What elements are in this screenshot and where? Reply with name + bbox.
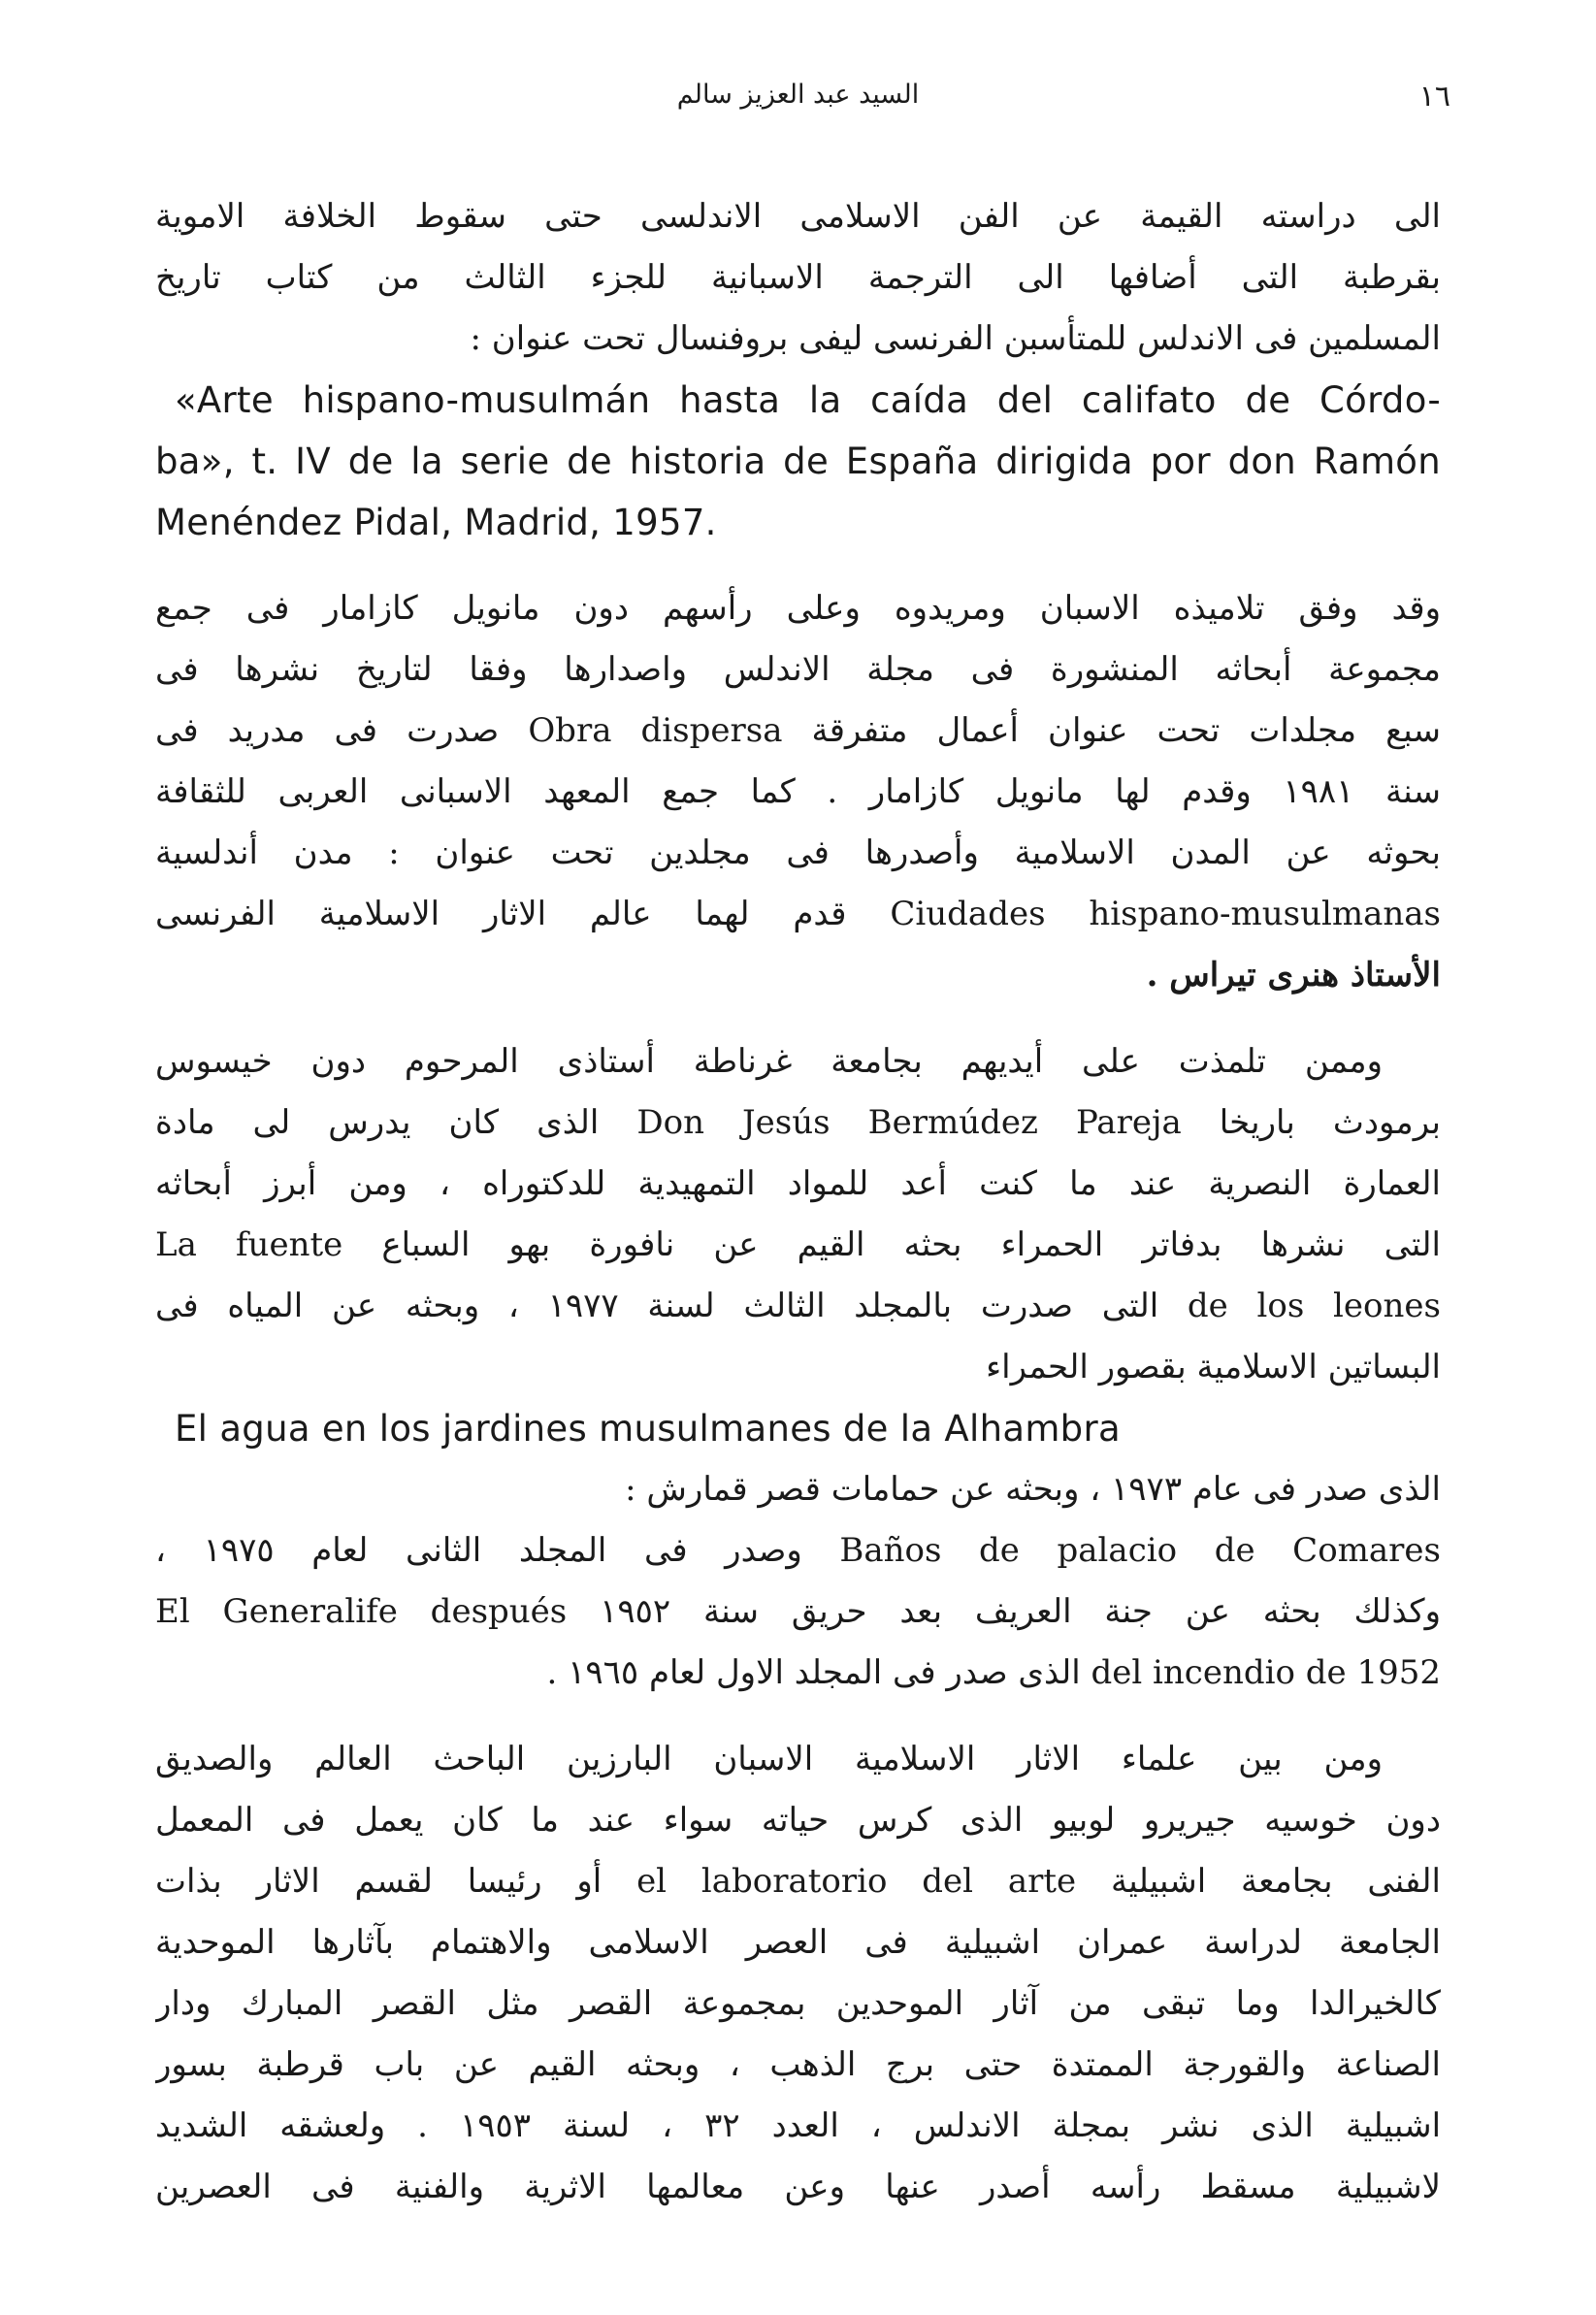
text-line: الى دراسته القيمة عن الفن الاسلامى الاندلسى حتى سقوط الخلافة الاموية <box>155 197 1441 236</box>
page-body <box>155 186 1441 2218</box>
text-line: المسلمين فى الاندلس للمتأسبن الفرنسى ليفى بروفنسال تحت عنوان : <box>470 319 1441 358</box>
text-line: الصناعة والقورجة الممتدة حتى برج الذهب ، وبحثه القيم عن باب قرطبة بسور <box>155 2045 1441 2084</box>
text-line: Baños de palacio de Comares وصدر فى المجلد الثانى لعام ١٩٧٥ ، <box>155 1531 1441 1570</box>
text-line: الفنى بجامعة اشبيلية el laboratorio del arte أو رئيسا لقسم الاثار بذات <box>155 1862 1441 1901</box>
text-line: العمارة النصرية عند ما كنت أعد للمواد التمهيدية للدكتوراه ، ومن أبرز أبحاثه <box>155 1164 1441 1203</box>
text-line: كالخيرالدا وما تبقى من آثار الموحدين بمجموعة القصر مثل القصر المبارك ودار <box>155 1984 1441 2023</box>
text-line: الجامعة لدراسة عمران اشبيلية فى العصر الاسلامى والاهتمام بآثارها الموحدية <box>155 1923 1441 1962</box>
text-line: وكذلك بحثه عن جنة العريف بعد حريق سنة ١٩٥٢ El Generalife después <box>155 1592 1441 1631</box>
text-line: مجموعة أبحاثه المنشورة فى مجلة الاندلس واصدارها وفقا لتاريخ نشرها فى <box>155 650 1441 689</box>
text-line: بقرطبة التى أضافها الى الترجمة الاسبانية للجزء الثالث من كتاب تاريخ <box>155 258 1441 297</box>
text-line: ومن بين علماء الاثار الاسلامية الاسبان البارزين الباحث العالم والصديق <box>155 1740 1383 1778</box>
text-line: وقد وفق تلاميذه الاسبان ومريدوه وعلى رأسهم دون مانويل كازامار فى جمع <box>155 589 1441 628</box>
text-line: لاشبيلية مسقط رأسه أصدر عنها وعن معالمها الاثرية والفنية فى العصرين <box>155 2168 1441 2206</box>
text-line: الذى صدر فى عام ١٩٧٣ ، وبحثه عن حمامات قصر قمارش : <box>625 1470 1441 1509</box>
text-line: بحوثه عن المدن الاسلامية وأصدرها فى مجلدين تحت عنوان : مدن أندلسية <box>155 833 1441 872</box>
text-line: دون خوسيه جيريرو لوبيو الذى كرس حياته سواء عند ما كان يعمل فى المعمل <box>155 1801 1441 1840</box>
running-head: السيد عبد العزيز سالم <box>676 80 920 110</box>
page-number: ١٦ <box>1418 80 1450 114</box>
text-line: الأستاذ هنرى تيراس . <box>1146 956 1441 994</box>
latin-text-line: «Arte hispano-musulmán hasta la caída del califato de Córdo- <box>175 379 1441 421</box>
latin-text-line: Menéndez Pidal, Madrid, 1957. <box>155 502 717 543</box>
text-line: سنة ١٩٨١ وقدم لها مانويل كازامار . كما جمع المعهد الاسبانى العربى للثقافة <box>155 772 1441 811</box>
latin-text-line: El agua en los jardines musulmanes de la Alhambra <box>175 1408 1121 1450</box>
latin-text-line: ba», t. IV de la serie de historia de España dirigida por don Ramón <box>155 440 1441 482</box>
text-line: البساتين الاسلامية بقصور الحمراء <box>986 1348 1441 1386</box>
text-line: اشبيلية الذى نشر بمجلة الاندلس ، العدد ٣٢ ، لسنة ١٩٥٣ . ولعشقه الشديد <box>155 2106 1441 2145</box>
text-line: Ciudades hispano-musulmanas قدم لهما عالم الاثار الاسلامية الفرنسى <box>155 895 1441 933</box>
page-header <box>146 80 1450 128</box>
text-line: del incendio de 1952 الذى صدر فى المجلد الاول لعام ١٩٦٥ . <box>546 1653 1441 1692</box>
text-line: التى نشرها بدفاتر الحمراء بحثه القيم عن نافورة بهو السباع La fuente <box>155 1225 1441 1264</box>
text-line: de los leones التى صدرت بالمجلد الثالث لسنة ١٩٧٧ ، وبحثه عن المياه فى <box>155 1287 1441 1325</box>
text-line: وممن تلمذت على أيديهم بجامعة غرناطة أستاذى المرحوم دون خيسوس <box>155 1042 1383 1081</box>
text-line: سبع مجلدات تحت عنوان أعمال متفرقة Obra dispersa صدرت فى مدريد فى <box>155 711 1441 750</box>
text-line: برمودث باريخا Don Jesús Bermúdez Pareja الذى كان يدرس لى مادة <box>155 1103 1441 1142</box>
